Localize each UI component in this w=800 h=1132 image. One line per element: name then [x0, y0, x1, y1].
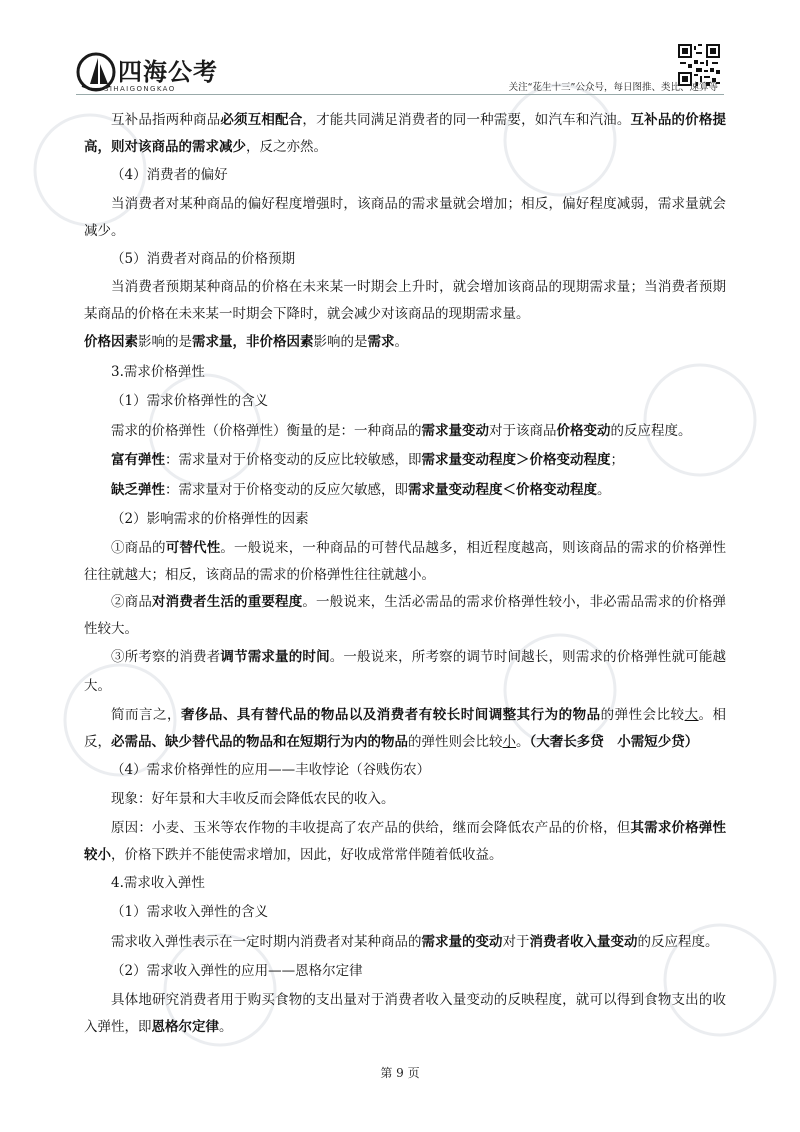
logo-subtitle: SIHAIGONGKAO [104, 85, 176, 93]
paragraph-importance: ②商品对消费者生活的重要程度。一般说来，生活必需品的需求价格弹性较小，非必需品需求的价格弹性较大。 [84, 593, 727, 637]
paragraph-engel: 具体地研究消费者用于购买食物的支出量对于消费者收入量变动的反映程度，就可以得到食物支出的收入弹性，即恩格尔定律。 [84, 991, 726, 1035]
paragraph-complements: 互补品指两种商品必须互相配合，才能共同满足消费者的同一种需要，如汽车和汽油。互补品的价格提高，则对该商品的需求减少，反之亦然。 [84, 112, 727, 155]
paragraph-preference: 当消费者对某种商品的偏好程度增强时，该商品的需求量就会增加；相反，偏好程度减弱，需求量就会减少。 [84, 195, 726, 239]
page-number: 第 9 页 [380, 1066, 420, 1080]
heading-harvest-paradox: （4）需求价格弹性的应用——丰收悖论（谷贱伤农） [111, 761, 431, 778]
header-divider [76, 94, 724, 95]
heading-elasticity-factors: （2）影响需求的价格弹性的因素 [111, 511, 309, 527]
header-note: 关注“花生十三”公众号，每日图推、类比、速算等 [508, 82, 718, 93]
paragraph-elasticity-definition: 需求的价格弹性（价格弹性）衡量的是：一种商品的需求量变动对于该商品价格变动的反应程度。 [111, 422, 692, 439]
heading-price-expectation: （5）消费者对商品的价格预期 [111, 250, 296, 267]
paragraph-phenomenon: 现象：好年景和大丰收反而会降低农民的收入。 [111, 791, 395, 807]
paragraph-elastic: 富有弹性：需求量对于价格变动的反应比较敏感，即需求量变动程度＞价格变动程度； [111, 452, 624, 468]
paragraph-inelastic: 缺乏弹性：需求量对于价格变动的反应欠敏感，即需求量变动程度＜价格变动程度。 [111, 481, 611, 498]
section-heading-income-elasticity: 4.需求收入弹性 [111, 874, 205, 891]
page-header [0, 0, 800, 100]
paragraph-factors: 价格因素影响的是需求量，非价格因素影响的是需求。 [84, 334, 408, 350]
heading-income-meaning: （1）需求收入弹性的含义 [111, 904, 269, 920]
paragraph-reason: 原因：小麦、玉米等农作物的丰收提高了农产品的供给，继而会降低农产品的价格，但其需求价格弹性较小，价格下跌并不能使需求增加，因此，好收成常常伴随着低收益。 [84, 819, 727, 863]
page-content [84, 107, 726, 1041]
heading-engel-law: （2）需求收入弹性的应用——恩格尔定律 [111, 963, 363, 979]
section-heading-price-elasticity: 3.需求价格弹性 [111, 363, 205, 380]
paragraph-price-expectation: 当消费者预期某种商品的价格在未来某一时期会上升时，就会增加该商品的现期需求量；当消费者预期某商品的价格在未来某一时期会下降时，就会减少对该商品的现期需求量。 [84, 279, 726, 322]
heading-elasticity-meaning: （1）需求价格弹性的含义 [111, 393, 269, 409]
paragraph-substitutability: ①商品的可替代性。一般说来，一种商品的可替代品越多，相近程度越高，则该商品的需求的价格弹性往往就越大；相反，该商品的需求的价格弹性往往就越小。 [84, 539, 727, 583]
paragraph-summary: 简而言之，奢侈品、具有替代品的物品以及消费者有较长时间调整其行为的物品的弹性会比较大。相反，必需品、缺少替代品的物品和在短期行为内的物品的弹性则会比较小。（大奢长多贷 小需短少贷） [84, 706, 727, 750]
logo-text: 四海公考 [118, 58, 218, 86]
heading-preference: （4）消费者的偏好 [111, 167, 228, 183]
paragraph-income-definition: 需求收入弹性表示在一定时期内消费者对某种商品的需求量的变动对于消费者收入量变动的反应程度。 [111, 933, 719, 950]
paragraph-adjust-time: ③所考察的消费者调节需求量的时间。一般说来，所考察的调节时间越长，则需求的价格弹性就可能越大。 [84, 648, 727, 694]
